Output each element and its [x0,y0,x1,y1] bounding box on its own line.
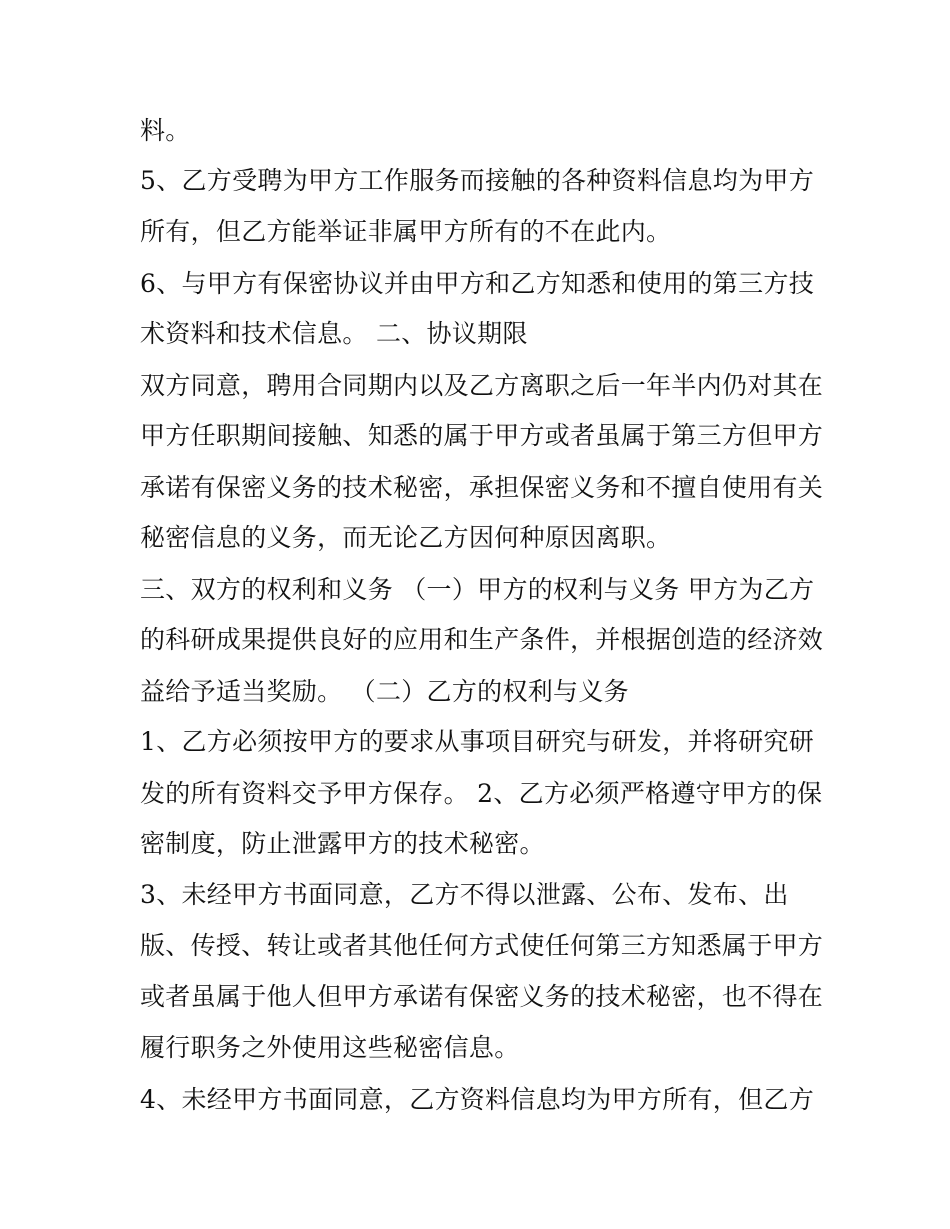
text-line: 秘密信息的义务，而无论乙方因何种原因离职。 [140,523,672,552]
text-line: 甲方任职期间接触、知悉的属于甲方或者虽属于第三方但甲方 [140,421,824,450]
text-line: 或者虽属于他人但甲方承诺有保密义务的技术秘密，也不得在 [140,982,824,1011]
text-line: 料。 [140,116,191,145]
text-line: 版、传授、转让或者其他任何方式使任何第三方知悉属于甲方 [140,931,824,960]
text-line: 双方同意，聘用合同期内以及乙方离职之后一年半内仍对其在 [140,371,824,400]
text-line: 1、乙方必须按甲方的要求从事项目研究与研发，并将研究研 [140,727,815,756]
text-line: 发的所有资料交予甲方保存。 2、乙方必须严格遵守甲方的保 [140,779,823,808]
text-line: 密制度，防止泄露甲方的技术秘密。 [140,829,545,858]
text-line: 履行职务之外使用这些秘密信息。 [140,1033,520,1062]
text-line: 的科研成果提供良好的应用和生产条件，并根据创造的经济效 [140,625,824,654]
text-line: 6、与甲方有保密协议并由甲方和乙方知悉和使用的第三方技 [140,269,815,298]
text-line: 承诺有保密义务的技术秘密，承担保密义务和不擅自使用有关 [140,473,824,502]
text-line: 三、双方的权利和义务 （一）甲方的权利与义务 甲方为乙方 [140,575,815,604]
text-line: 益给予适当奖励。 （二）乙方的权利与义务 [140,677,629,706]
text-line: 术资料和技术信息。 二、协议期限 [140,319,528,348]
text-line: 所有，但乙方能举证非属甲方所有的不在此内。 [140,217,672,246]
text-line: 5、乙方受聘为甲方工作服务而接触的各种资料信息均为甲方 [140,166,815,195]
text-line: 4、未经甲方书面同意，乙方资料信息均为甲方所有，但乙方 [140,1085,815,1114]
text-line: 3、未经甲方书面同意，乙方不得以泄露、公布、发布、出 [140,880,789,909]
